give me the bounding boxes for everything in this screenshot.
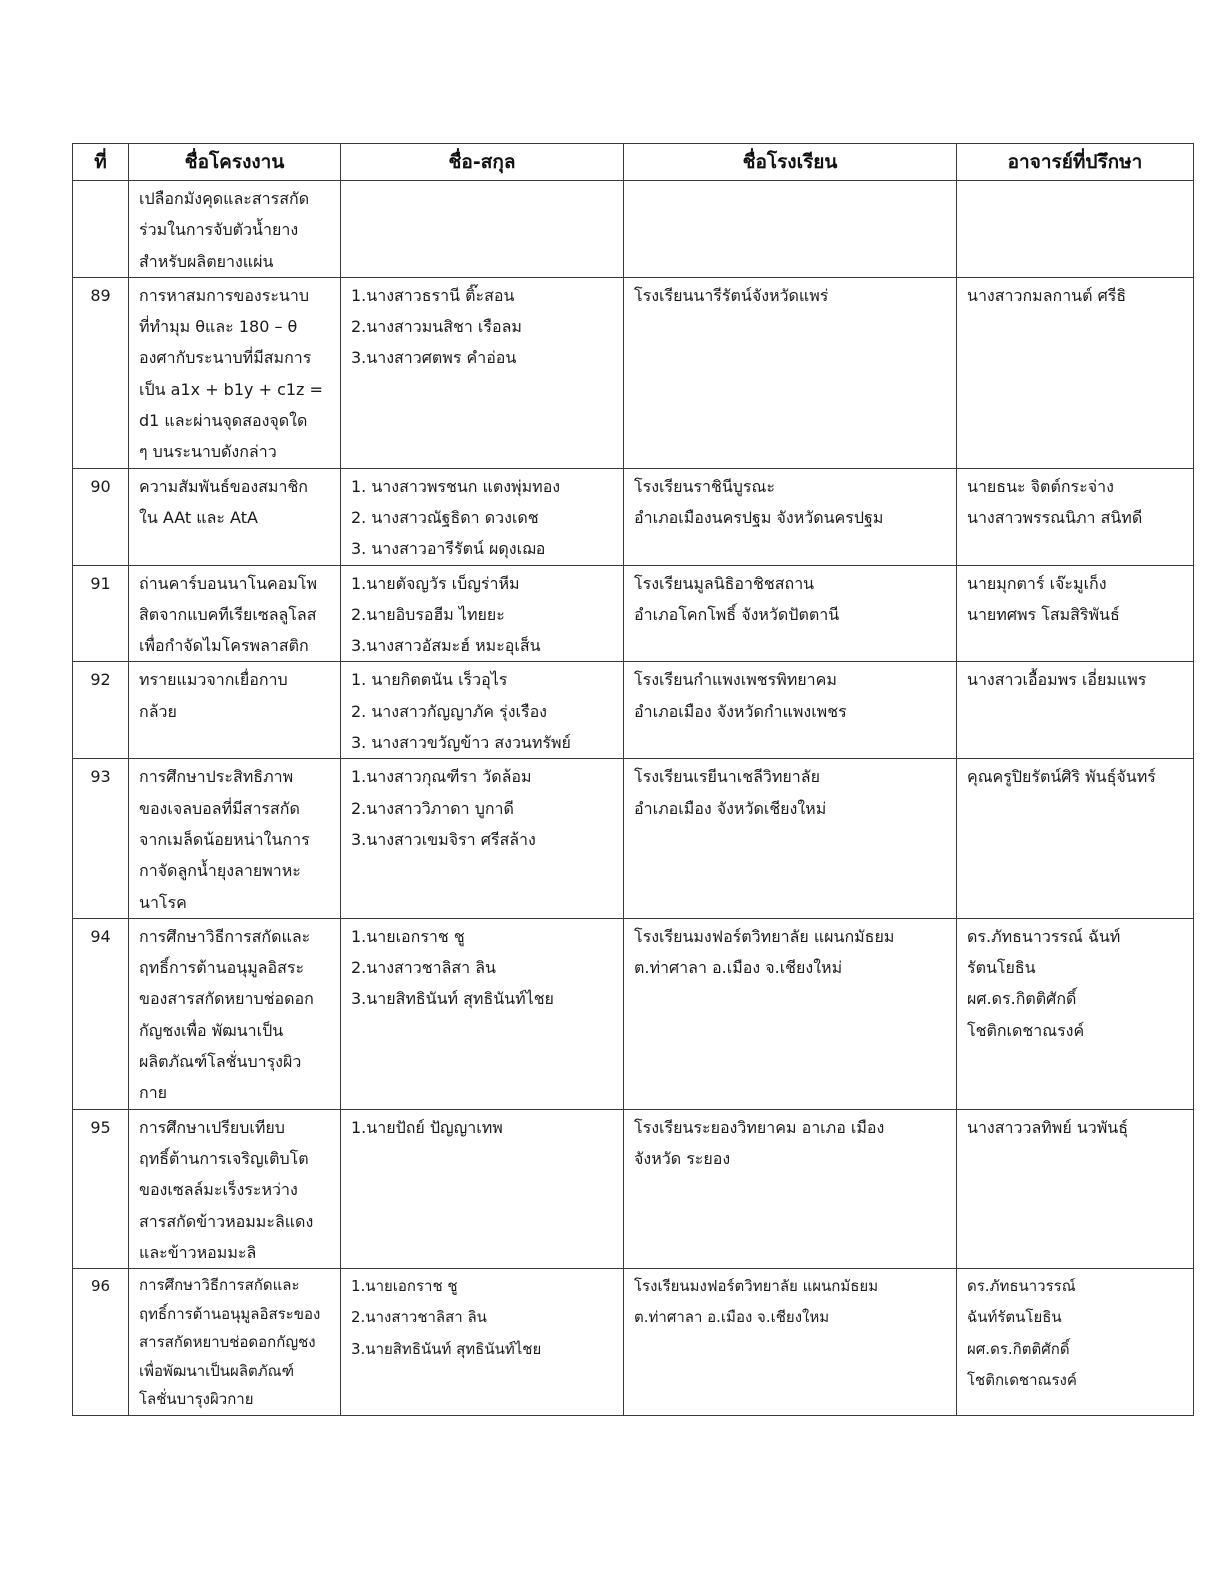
cell-school: โรงเรียนมงฟอร์ตวิทยาลัย แผนกมัธยม ต.ท่าศาลา อ.เมือง จ.เชียงใหม xyxy=(624,1269,957,1416)
cell-project: ถ่านคาร์บอนนาโนคอมโพ สิตจากแบคทีเรียเซลลูโลส เพื่อกำจัดไมโครพลาสติก xyxy=(129,565,341,662)
header-project: ชื่อโครงงาน xyxy=(129,144,341,181)
cell-school: โรงเรียนระยองวิทยาคม อาเภอ เมือง จังหวัด ระยอง xyxy=(624,1109,957,1268)
cell-names: 1.นางสาวกุณฑีรา วัดล้อม 2.นางสาววิภาดา บูกาดี 3.นางสาวเขมจิรา ศรีสล้าง xyxy=(341,759,624,918)
cell-no xyxy=(73,181,129,278)
cell-project: การศึกษาเปรียบเทียบ ฤทธิ์ต้านการเจริญเติบโต ของเซลล์มะเร็งระหว่าง สารสกัดข้าวหอมมะลิแดง และข้าวหอมมะลิ xyxy=(129,1109,341,1268)
table-row xyxy=(73,468,1194,565)
header-names: ชื่อ-สกุล xyxy=(341,144,624,181)
header-advisor: อาจารย์ที่ปรึกษา xyxy=(957,144,1194,181)
cell-advisor: นางสาวเอื้อมพร เอี่ยมแพร xyxy=(957,662,1194,759)
cell-no: 91 xyxy=(73,565,129,662)
cell-advisor: นายธนะ จิตต์กระจ่าง นางสาวพรรณนิภา สนิทดี xyxy=(957,468,1194,565)
project-table xyxy=(72,143,1194,1416)
cell-names xyxy=(341,181,624,278)
cell-no: 92 xyxy=(73,662,129,759)
table-row xyxy=(73,1109,1194,1268)
cell-advisor xyxy=(957,181,1194,278)
table-row xyxy=(73,277,1194,468)
header-school: ชื่อโรงเรียน xyxy=(624,144,957,181)
table-row xyxy=(73,181,1194,278)
cell-project: การหาสมการของระนาบ ที่ทำมุม θและ 180 – θ องศากับระนาบที่มีสมการ เป็น a1x + b1y + c1z = d1 และผ่านจุดสองจุดใด ๆ บนระนาบดังกล่าว xyxy=(129,277,341,468)
cell-no: 89 xyxy=(73,277,129,468)
table-header-row xyxy=(73,144,1194,181)
cell-names: 1.นางสาวธรานี ติ๊ะสอน 2.นางสาวมนสิชา เรือลม 3.นางสาวศตพร คำอ่อน xyxy=(341,277,624,468)
cell-no: 93 xyxy=(73,759,129,918)
cell-school: โรงเรียนราชินีบูรณะ อำเภอเมืองนครปฐม จังหวัดนครปฐม xyxy=(624,468,957,565)
cell-school: โรงเรียนเรยีนาเชลีวิทยาลัย อำเภอเมือง จังหวัดเชียงใหม่ xyxy=(624,759,957,918)
cell-names: 1.นายเอกราช ชู 2.นางสาวชาลิสา ลิน 3.นายสิทธินันท์ สุทธินันท์ไชย xyxy=(341,918,624,1109)
cell-school: โรงเรียนนารีรัตน์จังหวัดแพร่ xyxy=(624,277,957,468)
cell-project: ทรายแมวจากเยื่อกาบ กล้วย xyxy=(129,662,341,759)
table-row xyxy=(73,565,1194,662)
cell-no: 95 xyxy=(73,1109,129,1268)
cell-names: 1. นางสาวพรชนก แตงพุ่มทอง 2. นางสาวณัฐธิดา ดวงเดช 3. นางสาวอารีรัตน์ ผดุงเฌอ xyxy=(341,468,624,565)
table-body xyxy=(73,181,1194,1416)
cell-school: โรงเรียนกำแพงเพชรพิทยาคม อำเภอเมือง จังหวัดกำแพงเพชร xyxy=(624,662,957,759)
cell-no: 96 xyxy=(73,1269,129,1416)
cell-project: การศึกษาประสิทธิภาพ ของเจลบอลที่มีสารสกัด จากเมล็ดน้อยหน่าในการ กาจัดลูกน้ำยุงลายพาหะ นาโรค xyxy=(129,759,341,918)
cell-advisor: นายมุกตาร์ เจ๊ะมูเก็ง นายทศพร โสมสิริพันธ์ xyxy=(957,565,1194,662)
cell-names: 1.นายเอกราช ชู 2.นางสาวชาลิสา ลิน 3.นายสิทธินันท์ สุทธินันท์ไชย xyxy=(341,1269,624,1416)
cell-project: ความสัมพันธ์ของสมาชิก ใน AAt และ AtA xyxy=(129,468,341,565)
table-row xyxy=(73,759,1194,918)
cell-advisor: นางสาววลทิพย์ นวพันธุ์ xyxy=(957,1109,1194,1268)
cell-project: การศึกษาวิธีการสกัดและ ฤทธิ์การต้านอนุมูลอิสระ ของสารสกัดหยาบช่อดอก กัญชงเพื่อ พัฒนาเป็น ผลิตภัณฑ์โลชั่นบารุงผิว กาย xyxy=(129,918,341,1109)
cell-advisor: ดร.ภัทธนาวรรณ์ ฉันท์ รัตนโยธิน ผศ.ดร.กิตติศักดิ์ โชติกเดชาณรงค์ xyxy=(957,918,1194,1109)
cell-advisor: ดร.ภัทธนาวรรณ์ ฉันท์รัตนโยธิน ผศ.ดร.กิตติศักดิ์ โชติกเดชาณรงค์ xyxy=(957,1269,1194,1416)
cell-school: โรงเรียนมงฟอร์ตวิทยาลัย แผนกมัธยม ต.ท่าศาลา อ.เมือง จ.เชียงใหม่ xyxy=(624,918,957,1109)
header-no: ที่ xyxy=(73,144,129,181)
cell-project: เปลือกมังคุดและสารสกัด ร่วมในการจับตัวน้ำยาง สำหรับผลิตยางแผ่น xyxy=(129,181,341,278)
cell-project: การศึกษาวิธีการสกัดและ ฤทธิ์การต้านอนุมูลอิสระของ สารสกัดหยาบช่อดอกกัญชง เพื่อพัฒนาเป็นผลิตภัณฑ์ โลชั่นบารุงผิวกาย xyxy=(129,1269,341,1416)
cell-advisor: นางสาวกมลกานต์ ศรีธิ xyxy=(957,277,1194,468)
table-row xyxy=(73,918,1194,1109)
cell-advisor: คุณครูปิยรัตน์ศิริ พันธุ์จันทร์ xyxy=(957,759,1194,918)
cell-no: 94 xyxy=(73,918,129,1109)
cell-school: โรงเรียนมูลนิธิอาชิชสถาน อำเภอโคกโพธิ์ จังหวัดปัตตานี xyxy=(624,565,957,662)
cell-school xyxy=(624,181,957,278)
cell-names: 1.นายปัถย์ ปัญญาเทพ xyxy=(341,1109,624,1268)
document-page xyxy=(72,143,1193,1416)
cell-no: 90 xyxy=(73,468,129,565)
cell-names: 1.นายตัจญวัร เบ็ญร่าหีม 2.นายอิบรอฮีม ไทยยะ 3.นางสาวอัสมะฮ์ หมะอุเส็น xyxy=(341,565,624,662)
cell-names: 1. นายกิตตนัน เร็วอุไร 2. นางสาวกัญญาภัค รุ่งเรือง 3. นางสาวขวัญข้าว สงวนทรัพย์ xyxy=(341,662,624,759)
table-row xyxy=(73,1269,1194,1416)
table-row xyxy=(73,662,1194,759)
